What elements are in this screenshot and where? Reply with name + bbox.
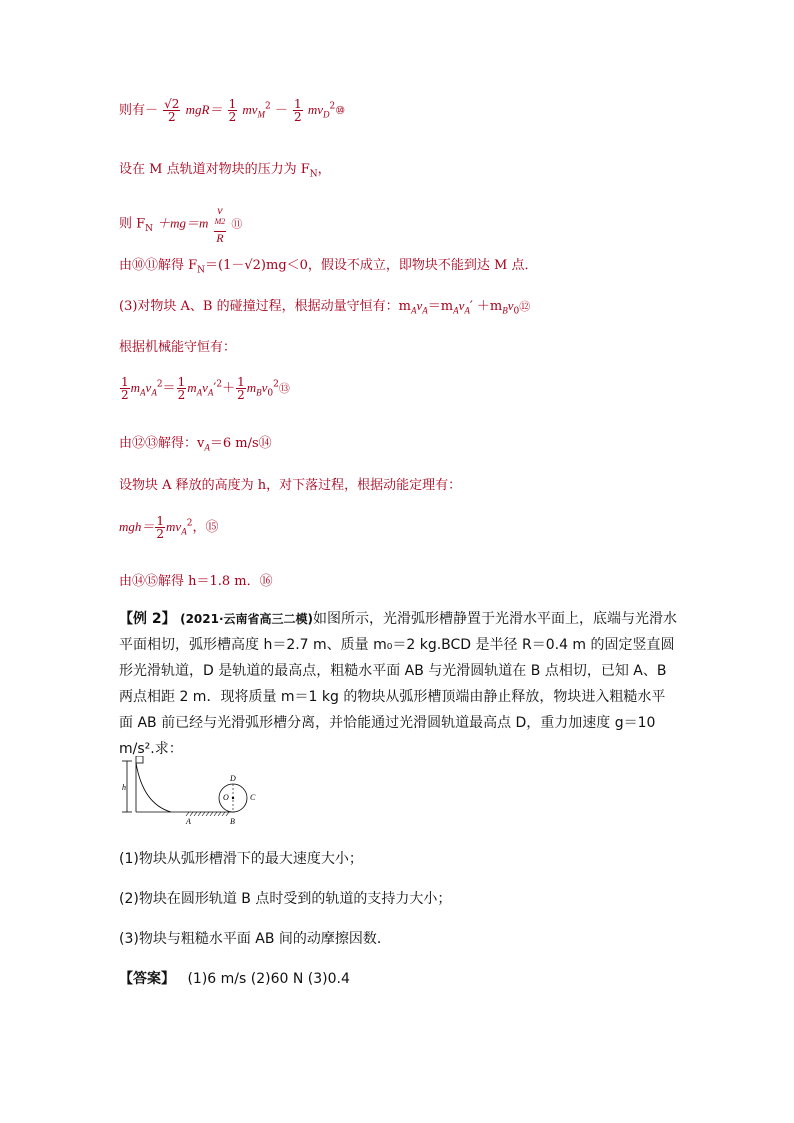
label-A: A	[186, 817, 191, 826]
circled-number: ⑪	[231, 217, 243, 231]
numerator: 1	[228, 97, 237, 111]
denominator: 2	[228, 110, 237, 124]
example-text: 如图所示，光滑弧形槽静置于光滑水平面上，底端与光滑水平面相切，弧形槽高度 h＝2.7 m、质量 m₀＝2 kg.BCD 是半径 R＝0.4 m 的固定竖直圆形光滑轨道，D 是轨道的最高点，粗糙水平面 AB 与光滑圆轨道在 B 点相切，已知 A、B 两点相距 2 m．现将质量 m＝1 kg 的物块从弧形槽顶端由静止释放，物块进入粗糙水平面 AB 前已经与光滑弧形槽分离，并恰能通过光滑圆轨道最高点 D，重力加速度 g＝10 m/s².求：	[119, 611, 678, 757]
solution-line-7: $\frac{1}{2}$ $m_Av_A^2=$ $\frac{1}{2}$ $m_Av_A'^2+$ $\frac{1}{2}$ $m_Bv_0^2⑬$	[121, 375, 290, 402]
fraction-half: $\frac{1}{2}$	[121, 375, 129, 402]
label-O: O	[223, 793, 229, 802]
question-1: (1)物块从弧形槽滑下的最大速度大小；	[119, 851, 363, 867]
text: ′ ＋m	[469, 299, 503, 314]
text: mgR＝	[185, 102, 223, 117]
solution-line-3	[119, 204, 242, 244]
fraction-vM2-over-R	[214, 204, 227, 244]
text: mv	[166, 519, 182, 534]
solution-line-1: 则有－ $\frac{√2}{2}$ mgR＝ $\frac{1}{2}$ $mv_M^2$ － $\frac{1}{2}$ $mv_D^2⑩$	[119, 97, 346, 124]
text: v	[507, 298, 514, 313]
label-B: B	[230, 817, 235, 826]
physics-figure	[119, 756, 269, 832]
track-diagram	[119, 756, 269, 828]
numerator: 1	[294, 97, 302, 111]
text: ，	[317, 162, 331, 177]
example-tag: 【例 2】	[119, 611, 176, 627]
label-h: h	[122, 783, 126, 792]
fraction-sqrt2-over-2	[163, 98, 180, 123]
rough-surface	[186, 812, 229, 816]
text: 根据机械能守恒有：	[119, 340, 237, 355]
text: －	[274, 103, 288, 118]
circled-number: ⑫	[519, 300, 531, 313]
text: ，⑮	[192, 520, 219, 535]
subscript: N	[309, 169, 318, 180]
label-D: D	[230, 774, 236, 783]
text: 则 F	[119, 216, 146, 232]
superscript: M2	[214, 217, 226, 226]
numerator: √2	[164, 97, 180, 111]
text: 由⑫⑬解得：v	[119, 436, 205, 451]
circled-number: ⑩	[335, 104, 346, 117]
fraction-half	[228, 98, 238, 123]
solution-line-9	[119, 474, 461, 493]
answer-line	[119, 966, 679, 992]
answer-text: (1)6 m/s (2)60 N (3)0.4	[187, 971, 350, 987]
subscript: A	[204, 442, 210, 453]
denominator: 2	[294, 110, 302, 124]
text: 设在 M 点轨道对物块的压力为 F	[119, 162, 310, 177]
arc-slot	[136, 763, 171, 812]
text: v	[416, 298, 423, 313]
text: v	[458, 298, 465, 313]
solution-line-8	[119, 432, 272, 453]
text: mgh＝	[119, 519, 155, 534]
circled-number: ⑬	[278, 382, 290, 395]
text: 由⑩⑪解得 F	[119, 258, 198, 273]
fraction-half: $\frac{1}{2}$	[156, 514, 165, 541]
block	[136, 756, 143, 763]
solution-line-10: mgh＝ $\frac{1}{2}$ $mv_A^2$，⑮	[119, 514, 219, 541]
label-C: C	[250, 793, 256, 802]
denominator: R	[216, 231, 224, 245]
text: ＝6 m/s⑭	[209, 436, 272, 451]
text: 设物块 A 释放的高度为 h，对下落过程，根据动能定理有：	[119, 478, 462, 493]
solution-line-4	[119, 254, 538, 276]
text: ＝m	[427, 299, 454, 314]
text: ＋mg＝m	[157, 215, 209, 231]
fraction-half: $\frac{1}{2}$	[177, 375, 186, 402]
subscript: N	[145, 224, 154, 235]
example-2-problem	[119, 606, 679, 762]
solution-line-6	[119, 336, 236, 355]
fraction-half-2	[293, 98, 303, 123]
solution-line-11	[119, 570, 273, 589]
subscript: A	[181, 526, 187, 537]
solution-line-2	[119, 158, 331, 180]
fraction-half: $\frac{1}{2}$	[237, 375, 245, 402]
center-O	[232, 797, 234, 799]
text: mv	[242, 102, 258, 117]
text: 则有－	[119, 103, 159, 118]
denominator: 2	[167, 110, 176, 124]
question-3: (3)物块与粗糙水平面 AB 间的动摩擦因数．	[119, 931, 391, 947]
solution-line-5: (3)对物块 A、B 的碰撞过程，根据动量守恒有：$m_Av_A=m_Av_A'$ $+m_Bv_0⑫$	[119, 298, 531, 317]
text: ＝(1－√2)mg＜0，假设不成立，即物块不能到达 M 点．	[205, 258, 538, 273]
text: (3)对物块 A、B 的碰撞过程，根据动量守恒有：m	[119, 299, 411, 314]
subscript: N	[197, 265, 206, 276]
text: 由⑭⑮解得 h＝1.8 m．⑯	[119, 574, 273, 589]
answer-tag: 【答案】	[119, 971, 175, 987]
example-source: (2021·云南省高三二模)	[180, 612, 314, 626]
text: mv	[307, 102, 323, 117]
question-2: (2)物块在圆形轨道 B 点时受到的轨道的支持力大小；	[119, 891, 452, 907]
numerator: v	[217, 203, 223, 217]
